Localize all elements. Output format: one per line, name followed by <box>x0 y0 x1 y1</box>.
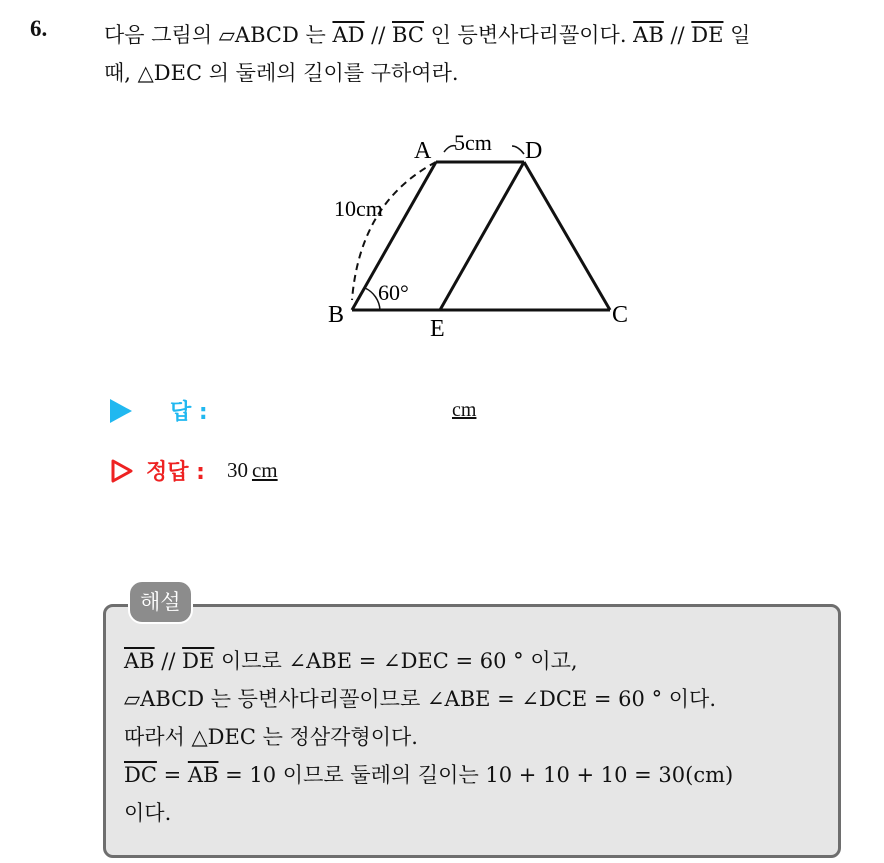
label-d: D <box>525 138 543 164</box>
equals-symbol: = <box>156 763 188 787</box>
segment-dc: $\overline{DC}$ <box>124 763 157 787</box>
correct-number: 30 <box>226 458 248 482</box>
label-hook <box>512 146 524 154</box>
side-dc <box>524 162 610 310</box>
question-number: 6. <box>30 16 48 41</box>
parallel-symbol: // <box>364 23 392 47</box>
segment-ab: $\overline{AB}$ <box>187 763 219 787</box>
segment-bc: $\overline{BC}$ <box>392 23 424 47</box>
segment-ad: $\overline{AD}$ <box>332 23 365 47</box>
segment-de: $\overline{DE}$ <box>182 649 215 673</box>
play-arrow-icon <box>110 399 132 423</box>
outline-arrow-icon <box>110 458 134 484</box>
correct-answer-label: 정답 : <box>146 460 205 485</box>
label-side-length: 10cm <box>334 196 383 221</box>
label-c: C <box>612 302 629 328</box>
solution-text-part: 이므로 ∠ABE = ∠DEC = 60 ° 이고, <box>214 649 578 673</box>
trapezoid-figure <box>320 122 640 347</box>
solution-line-4 <box>124 756 733 794</box>
side-de <box>440 162 524 310</box>
solution-line-3: 따라서 △DEC 는 정삼각형이다. <box>124 725 418 749</box>
answer-label: 답 : <box>170 400 208 425</box>
solution-line-2: ▱ABCD 는 등변사다리꼴이므로 ∠ABE = ∠DCE = 60 ° 이다. <box>124 687 716 711</box>
answer-unit[interactable]: cm <box>452 399 477 421</box>
correct-answer-row <box>110 455 278 486</box>
question-text-part: 인 등변사다리꼴이다. <box>423 23 634 47</box>
label-b: B <box>328 302 345 328</box>
question-text-part: 다음 그림의 ▱ABCD 는 <box>104 23 333 47</box>
label-angle: 60° <box>378 280 409 305</box>
solution-text <box>124 642 733 832</box>
parallel-symbol: // <box>663 23 692 47</box>
segment-ab: $\overline{AB}$ <box>124 649 155 673</box>
solution-tag: 해설 <box>128 580 193 624</box>
segment-de: $\overline{DE}$ <box>691 23 724 47</box>
question-line-1 <box>104 16 864 54</box>
correct-answer-value <box>227 458 278 483</box>
question-text-part: 일 <box>723 23 751 47</box>
solution-text-part: = 10 이므로 둘레의 길이는 10 + 10 + 10 = 30(cm) <box>218 763 734 787</box>
solution-line-5: 이다. <box>124 801 172 825</box>
question-line-2: 때, △DEC 의 둘레의 길이를 구하여라. <box>104 61 459 85</box>
label-a: A <box>414 138 432 164</box>
solution-line-1 <box>124 642 733 680</box>
question-text <box>104 16 864 92</box>
parallel-symbol: // <box>154 649 183 673</box>
answer-row <box>110 395 208 426</box>
label-e: E <box>430 316 445 342</box>
segment-ab: $\overline{AB}$ <box>633 23 664 47</box>
correct-unit: cm <box>251 458 278 482</box>
label-top-length: 5cm <box>454 130 492 155</box>
